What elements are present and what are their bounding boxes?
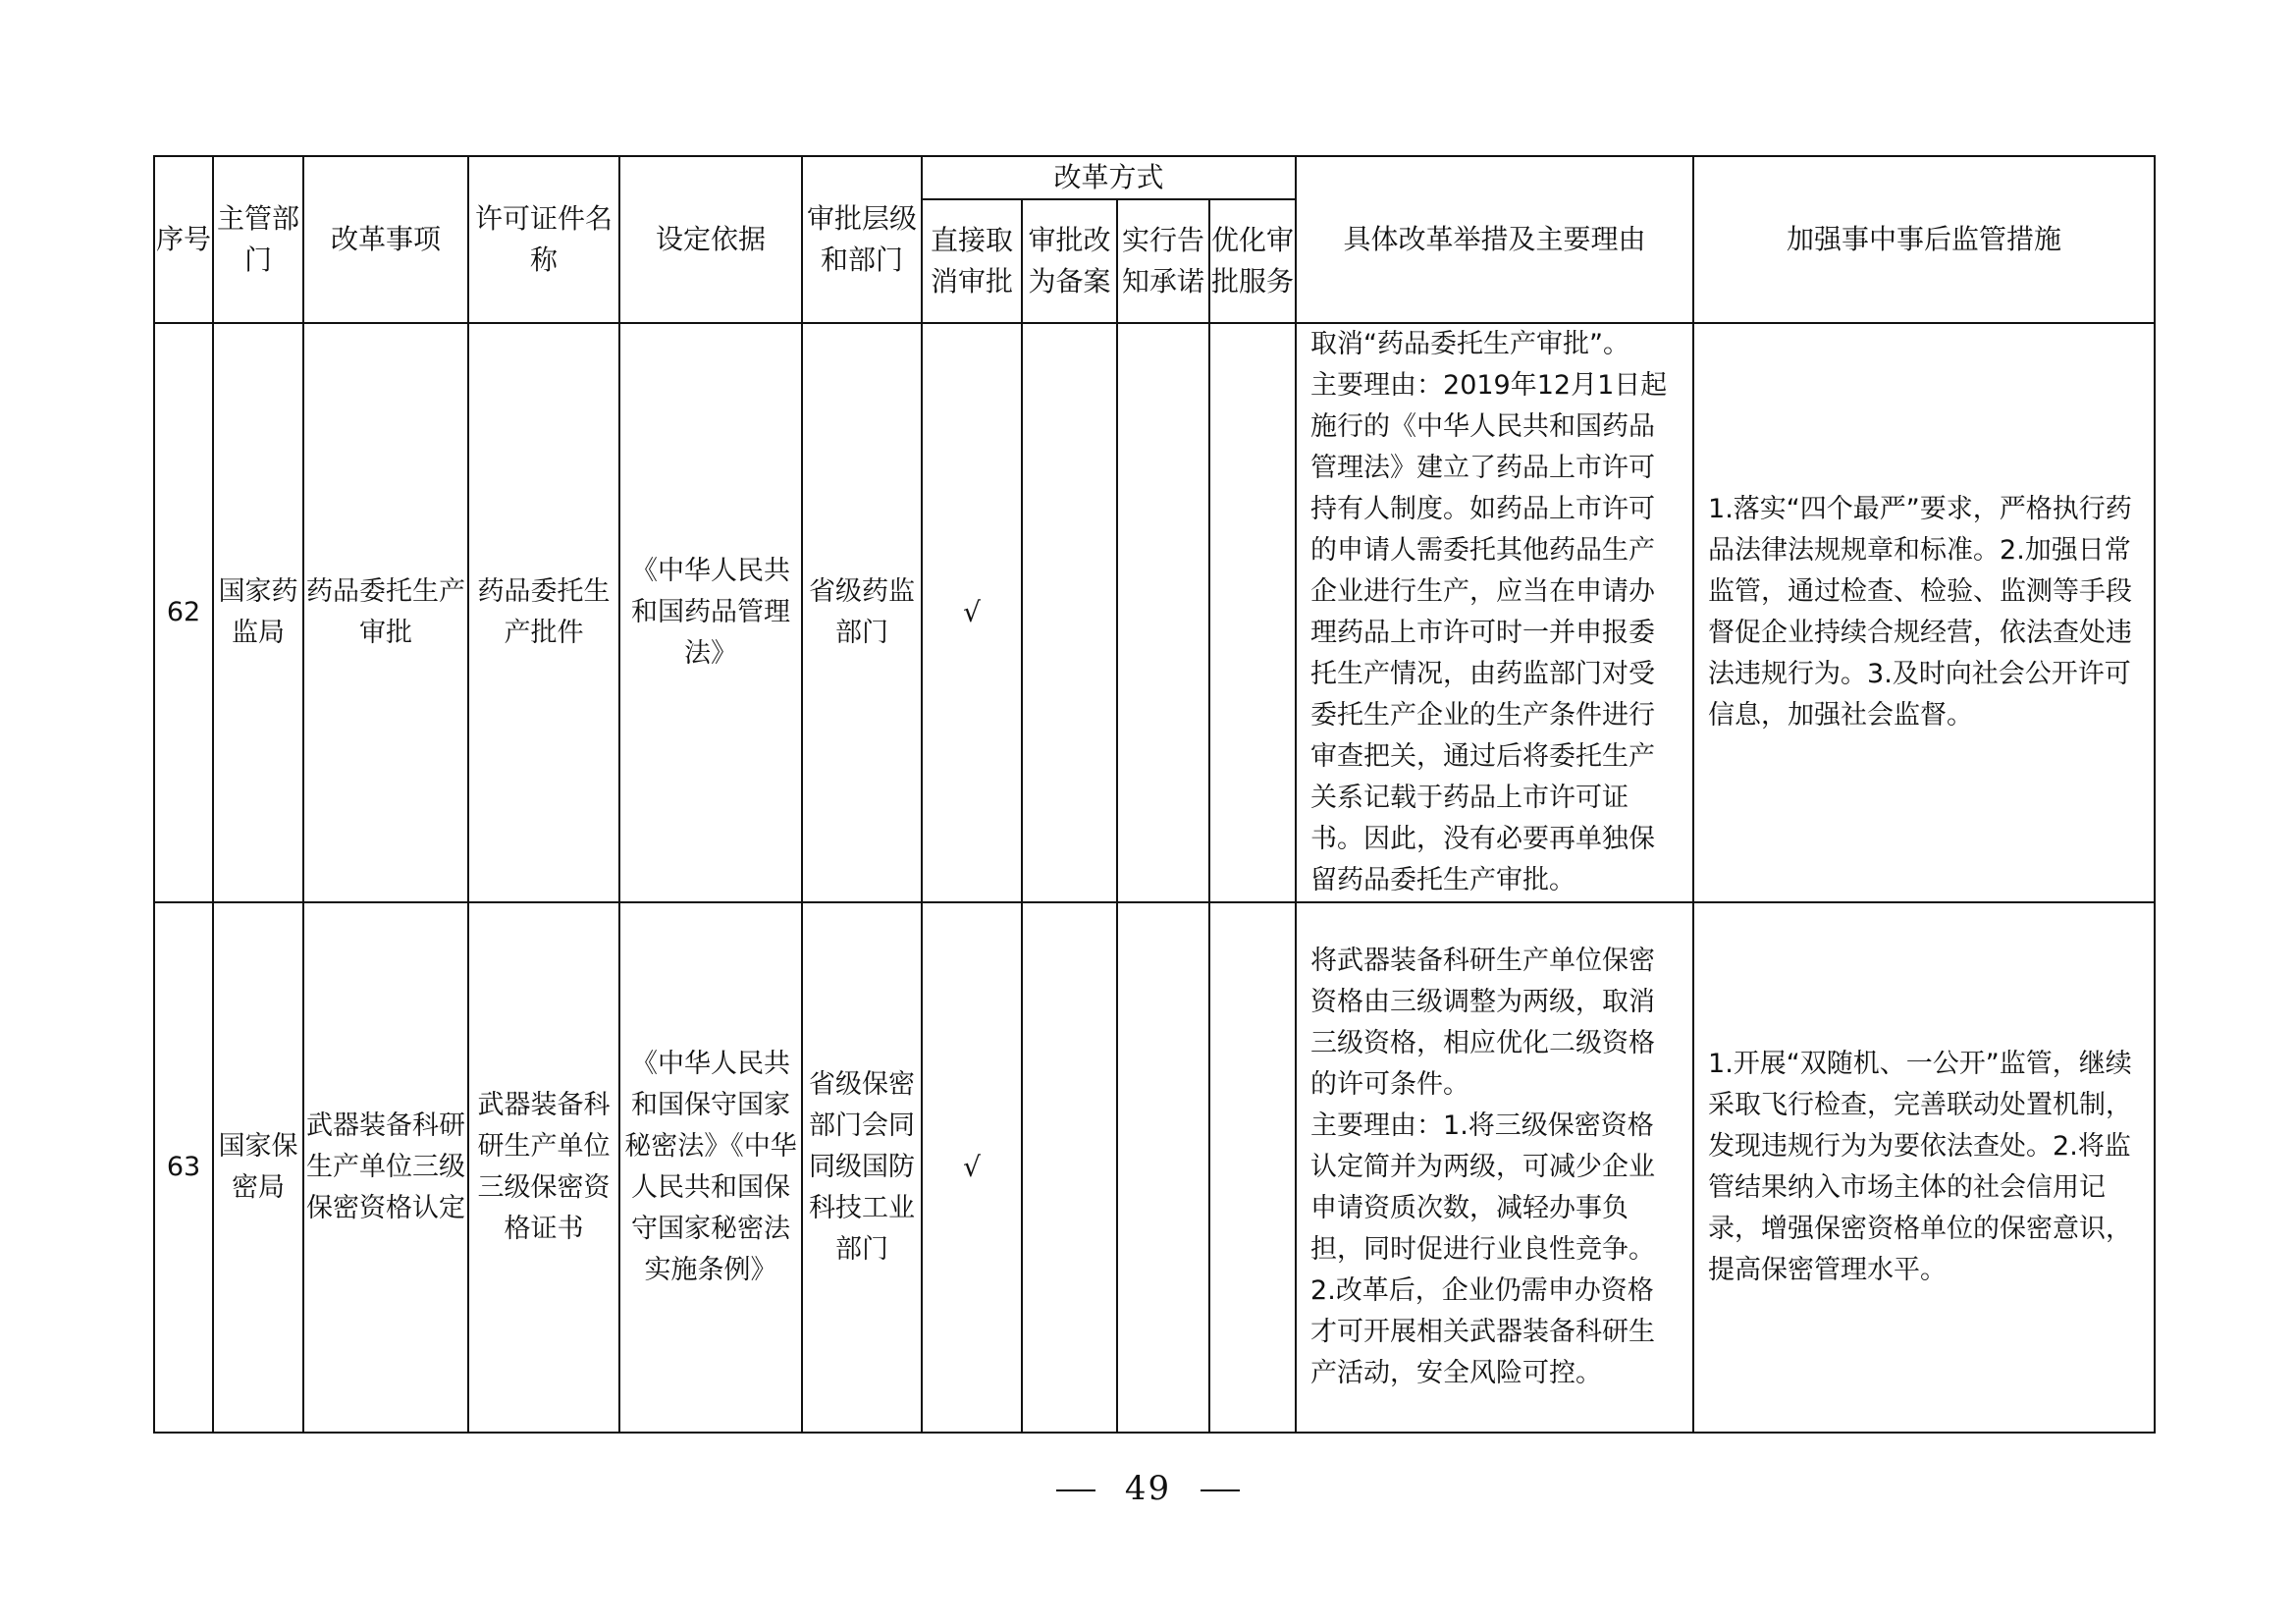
header-supervision: 加强事中事后监管措施 [1693,156,2155,323]
header-seq: 序号 [154,156,213,323]
cell-license: 武器装备科研生产单位三级保密资格证书 [468,902,619,1433]
cell-item: 武器装备科研生产单位三级保密资格认定 [303,902,468,1433]
cell-seq: 63 [154,902,213,1433]
cell-level: 省级保密部门会同同级国防科技工业部门 [802,902,922,1433]
cell-basis: 《中华人民共和国保守国家秘密法》《中华人民共和国保守国家秘密法实施条例》 [619,902,802,1433]
cell-cancel-check: √ [922,323,1022,902]
cell-record [1022,902,1117,1433]
header-level: 审批层级和部门 [802,156,922,323]
header-mode-optimize: 优化审批服务 [1209,199,1296,323]
reform-table [153,155,2156,1434]
cell-optimize [1209,902,1296,1433]
cell-supervision: 1.开展“双随机、一公开”监管，继续采取飞行检查，完善联动处置机制，发现违规行为为要依法查处。2.将监管结果纳入市场主体的社会信用记录，增强保密资格单位的保密意识，提高保密管理水平。 [1693,902,2155,1433]
cell-seq: 62 [154,323,213,902]
cell-optimize [1209,323,1296,902]
cell-supervision: 1.落实“四个最严”要求，严格执行药品法律法规规章和标准。2.加强日常监管，通过检查、检验、监测等手段督促企业持续合规经营，依法查处违法违规行为。3.及时向社会公开许可信息，加强社会监督。 [1693,323,2155,902]
header-mode-cancel: 直接取消审批 [922,199,1022,323]
header-license: 许可证件名称 [468,156,619,323]
cell-record [1022,323,1117,902]
cell-notify [1117,902,1209,1433]
page-number [0,1469,2296,1508]
cell-dept: 国家药监局 [213,323,303,902]
header-mode-notify: 实行告知承诺 [1117,199,1209,323]
table-row [154,323,2155,902]
cell-basis: 《中华人民共和国药品管理法》 [619,323,802,902]
page-dash-left [1056,1489,1095,1491]
table-row [154,902,2155,1433]
header-basis: 设定依据 [619,156,802,323]
cell-dept: 国家保密局 [213,902,303,1433]
cell-item: 药品委托生产审批 [303,323,468,902]
header-dept: 主管部门 [213,156,303,323]
cell-measures: 取消“药品委托生产审批”。 主要理由：2019年12月1日起施行的《中华人民共和国药品管理法》建立了药品上市许可持有人制度。如药品上市许可的申请人需委托其他药品生产企业进行生产，应当在申请办理药品上市许可时一并申报委托生产情况，由药监部门对受委托生产企业的生产条件进行审查把关，通过后将委托生产关系记载于药品上市许可证书。因此，没有必要再单独保留药品委托生产审批。 [1296,323,1693,902]
header-item: 改革事项 [303,156,468,323]
header-mode-record: 审批改为备案 [1022,199,1117,323]
cell-cancel-check: √ [922,902,1022,1433]
header-measures: 具体改革举措及主要理由 [1296,156,1693,323]
page-number-value: 49 [1124,1469,1172,1508]
header-mode: 改革方式 [922,156,1296,199]
cell-notify [1117,323,1209,902]
page-dash-right [1201,1489,1240,1491]
cell-level: 省级药监部门 [802,323,922,902]
cell-measures: 将武器装备科研生产单位保密资格由三级调整为两级，取消三级资格，相应优化二级资格的许可条件。 主要理由：1.将三级保密资格认定简并为两级，可减少企业申请资质次数，减轻办事负担，同时促进行业良性竞争。2.改革后，企业仍需申办资格才可开展相关武器装备科研生产活动，安全风险可控。 [1296,902,1693,1433]
cell-license: 药品委托生产批件 [468,323,619,902]
